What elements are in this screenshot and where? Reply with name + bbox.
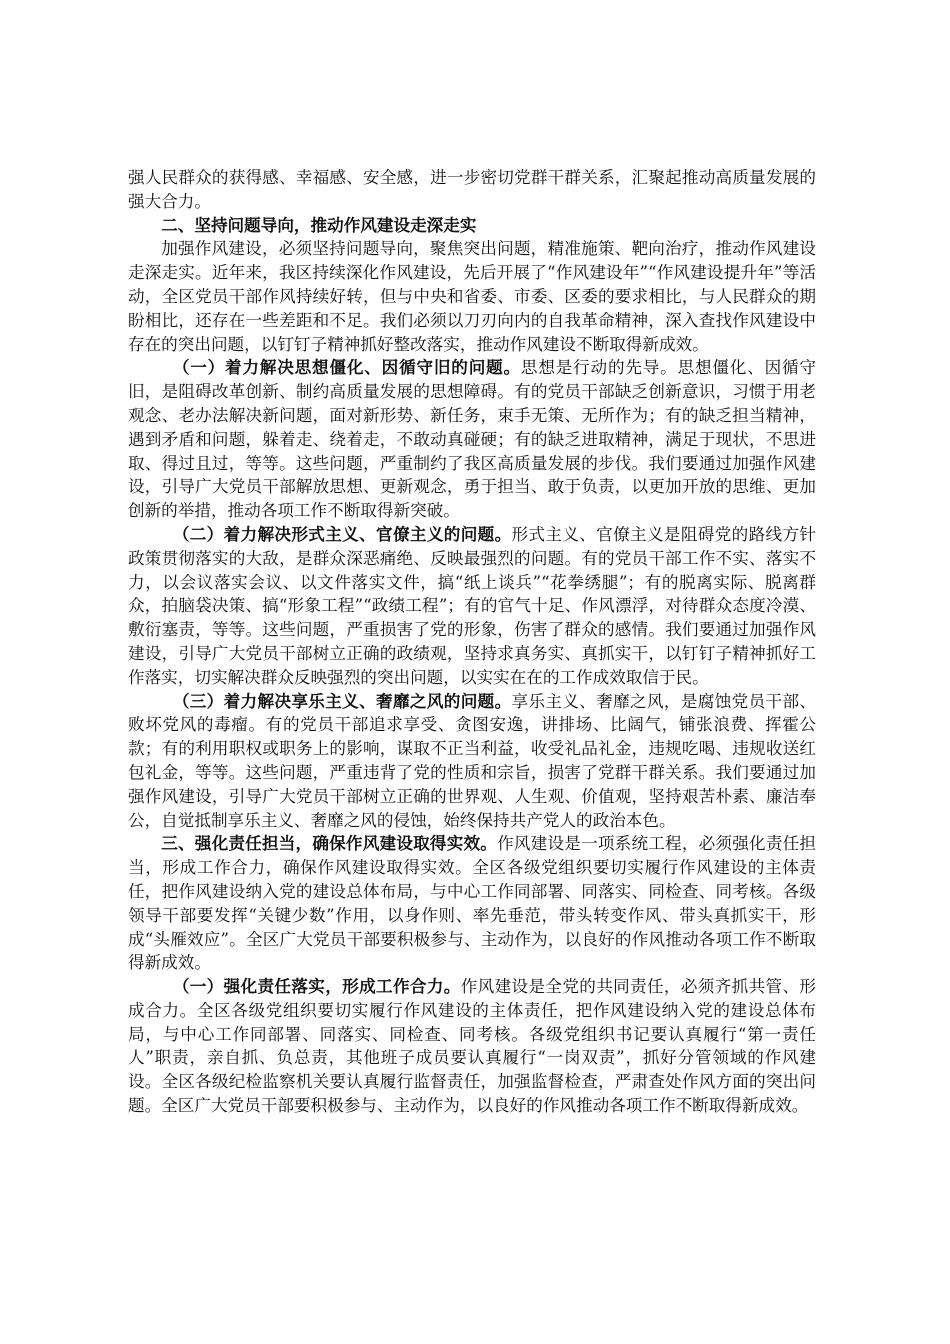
subsection-3-1-paragraph xyxy=(128,975,816,1118)
subsection-2-2-body: 形式主义、官僚主义是阻碍党的路线方针政策贯彻落实的大敌，是群众深恶痛绝、反映最强烈的问题。有的党员干部工作不实、落实不力，以会议落实会议、以文件落实文件，搞“纸上谈兵”“花拳绣腿”；有的脱离实际、脱离群众，拍脑袋决策、搞“形象工程”“政绩工程”；有的官气十足、作风漂浮，对待群众态度冷漠、敷衍塞责，等等。这些问题，严重损害了党的形象，伤害了群众的感情。我们要通过加强作风建设，引导广大党员干部树立正确的政绩观，坚持求真务实、真抓实干，以钉钉子精神抓好工作落实，切实解决群众反映强烈的突出问题，以实实在在的工作成效取信于民。 xyxy=(128,524,817,687)
intro-paragraph-tail: 强人民群众的获得感、幸福感、安全感，进一步密切党群干群关系，汇聚起推动高质量发展的强大合力。 xyxy=(128,168,816,211)
subsection-2-2-paragraph xyxy=(128,523,816,690)
subsection-3-1-body: 作风建设是全党的共同责任，必须齐抓共管、形成合力。全区各级党组织要切实履行作风建设的主体责任，把作风建设纳入党的建设总体布局，与中心工作同部署、同落实、同检查、同考核。各级党组织书记要认真履行“第一责任人”职责，亲自抓、负总责，其他班子成员要认真履行“一岗双责”，抓好分管领域的作风建设。全区各级纪检监察机关要认真履行监督责任，加强监督检查，严肃查处作风方面的突出问题。全区广大党员干部要积极参与、主动作为，以良好的作风推动各项工作不断取得新成效。 xyxy=(128,977,817,1116)
subsection-2-2-heading: （二）着力解决形式主义、官僚主义的问题。 xyxy=(172,523,512,544)
document-page xyxy=(128,166,816,1118)
subsection-2-3-heading: （三）着力解决享乐主义、奢靡之风的问题。 xyxy=(172,690,512,711)
section-3-paragraph xyxy=(128,832,816,975)
section-2-heading: 二、坚持问题导向，推动作风建设走深走实 xyxy=(161,214,477,235)
subsection-2-1-heading: （一）着力解决思想僵化、因循守旧的问题。 xyxy=(172,357,521,378)
subsection-2-3-paragraph xyxy=(128,690,816,833)
section-3-heading: 三、强化责任担当，确保作风建设取得实效。 xyxy=(161,833,498,854)
section-2-paragraph: 加强作风建设，必须坚持问题导向，聚焦突出问题，精准施策、靶向治疗，推动作风建设走深走实。近年来，我区持续深化作风建设，先后开展了“作风建设年”“作风建设提升年”等活动，全区党员干部作风持续好转，但与中央和省委、市委、区委的要求相比，与人民群众的期盼相比，还存在一些差距和不足。我们必须以刀刃向内的自我革命精神，深入查找作风建设中存在的突出问题，以钉钉子精神抓好整改落实，推动作风建设不断取得新成效。 xyxy=(128,239,816,354)
section-3-body: 作风建设是一项系统工程，必须强化责任担当，形成工作合力，确保作风建设取得实效。全区各级党组织要切实履行作风建设的主体责任，把作风建设纳入党的建设总体布局，与中心工作同部署、同落实、同检查、同考核。各级领导干部要发挥“关键少数”作用，以身作则、率先垂范，带头转变作风、带头真抓实干，形成“头雁效应”。全区广大党员干部要积极参与、主动作为，以良好的作风推动各项工作不断取得新成效。 xyxy=(128,834,817,973)
subsection-2-1-paragraph xyxy=(128,356,816,523)
subsection-3-1-heading: （一）强化责任落实，形成工作合力。 xyxy=(172,976,461,997)
subsection-2-3-body: 享乐主义、奢靡之风，是腐蚀党员干部、败坏党风的毒瘤。有的党员干部追求享受、贪图安逸，讲排场、比阔气，铺张浪费、挥霍公款；有的利用职权或职务上的影响，谋取不正当利益，收受礼品礼金，违规吃喝、违规收送红包礼金，等等。这些问题，严重违背了党的性质和宗旨，损害了党群干群关系。我们要通过加强作风建设，引导广大党员干部树立正确的世界观、人生观、价值观，坚持艰苦朴素、廉洁奉公，自觉抵制享乐主义、奢靡之风的侵蚀，始终保持共产党人的政治本色。 xyxy=(128,691,817,830)
subsection-2-1-body: 思想是行动的先导。思想僵化、因循守旧，是阻碍改革创新、制约高质量发展的思想障碍。有的党员干部缺乏创新意识，习惯于用老观念、老办法解决新问题，面对新形势、新任务，束手无策、无所作为；有的缺乏担当精神，遇到矛盾和问题，躲着走、绕着走，不敢动真碰硬；有的缺乏进取精神，满足于现状，不思进取、得过且过，等等。这些问题，严重制约了我区高质量发展的步伐。我们要通过加强作风建设，引导广大党员干部解放思想、更新观念，勇于担当、敢于负责，以更加开放的思维、更加创新的举措，推动各项工作不断取得新突破。 xyxy=(128,358,817,521)
